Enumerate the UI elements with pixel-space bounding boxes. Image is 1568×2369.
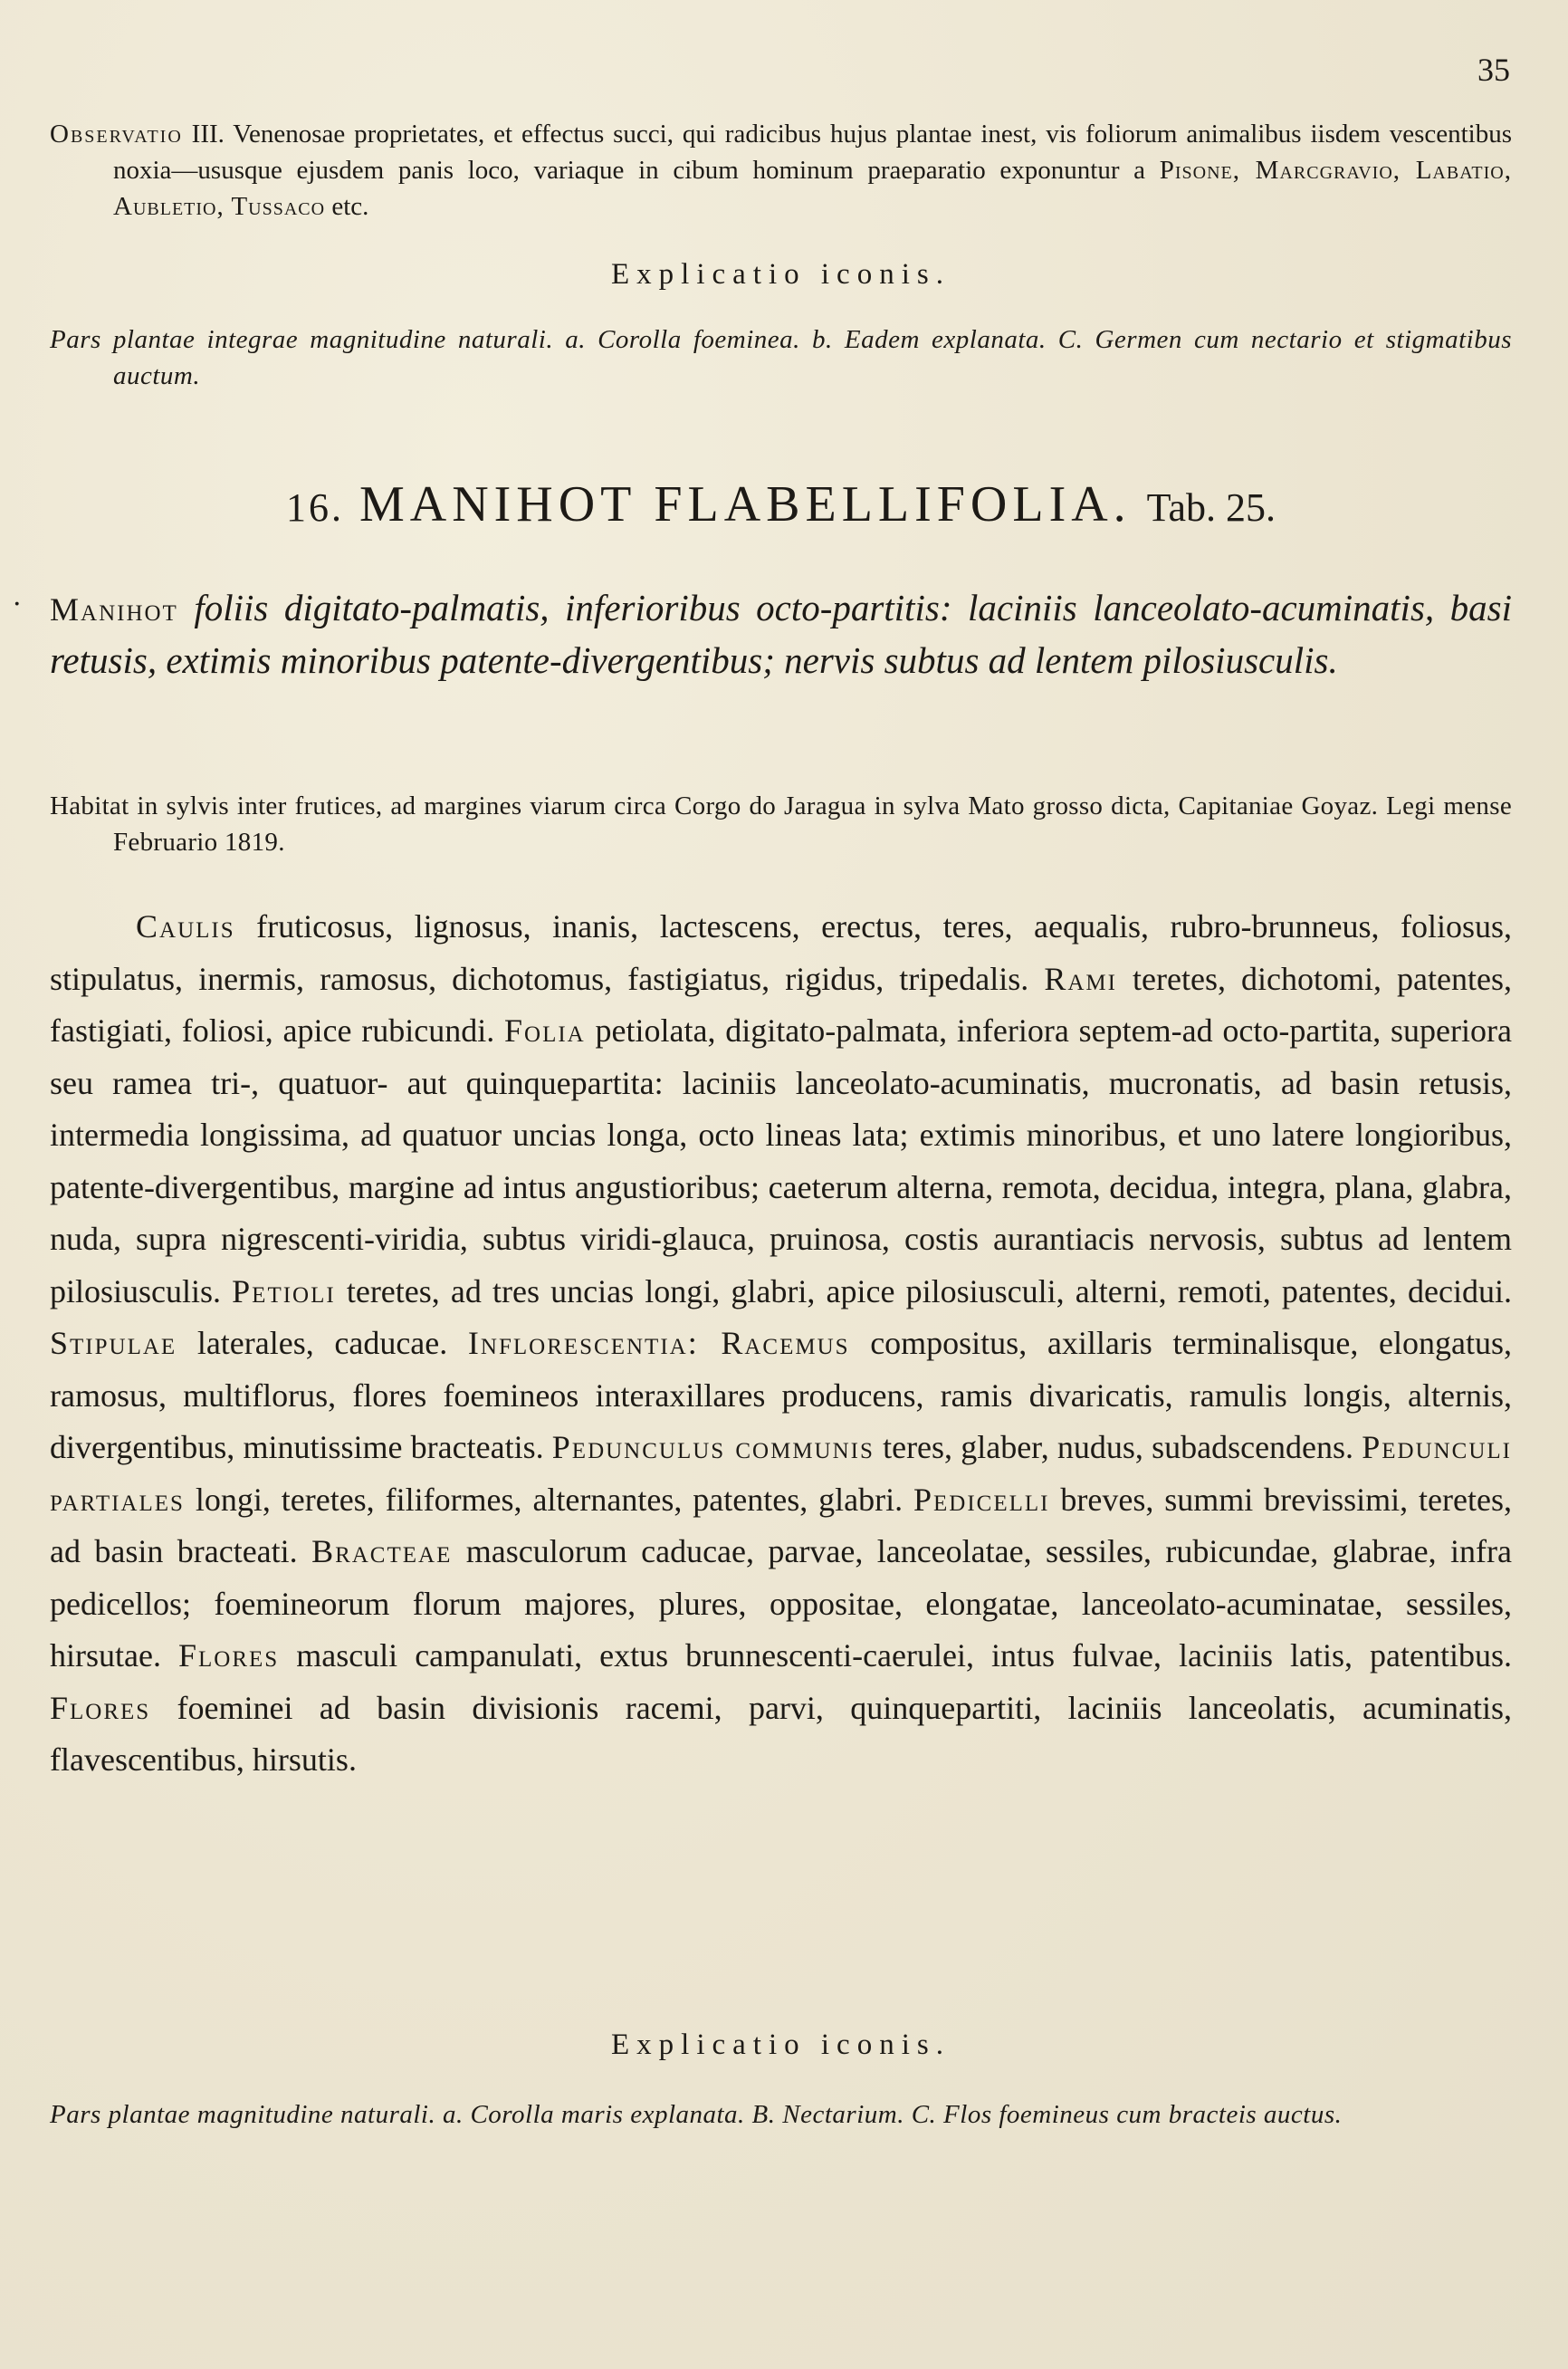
species-number: 16. [285,485,344,530]
observatio-authors: Pisone, Marcgravio, Labatio, Aubletio, Tussaco [113,156,1512,221]
description-term: Folia [504,1012,586,1049]
description-text: foeminei ad basin divisionis racemi, parvi, quinquepartiti, laciniis lanceolatis, acuminatis, flavescentibus, hirsutis. [50,1689,1512,1778]
description-term: Stipulae [50,1325,177,1361]
description-text: breves, summi brevissimi, teretes, ad basin bracteati. [50,1481,1512,1569]
description-text: teretes, dichotomi, patentes, fastigiati, foliosi, apice rubicundi. [50,960,1512,1049]
description-text: petiolata, digitato-palmata, inferiora septem-ad octo-partita, superiora seu ramea tri-, quatuor- aut quinquepartita: laciniis lanceolato-acuminatis, mucronatis, ad basin retusis, intermedia longissima, ad quatuor uncias longa, octo lineas lata; extimis minoribus, et uno latere longioribus, patente-divergentibus, margine ad intus angustioribus; caeterum alterna, remota, decidua, integra, plana, glabra, nuda, supra nigrescenti-viridia, subtus viridi-glauca, pruinosa, costis aurantiacis nervosis, subtus ad lentem pilosiusculis. [50,1012,1512,1309]
description-text: fruticosus, lignosus, inanis, lactescens, erectus, teres, aequalis, rubro-brunneus, foliosus, stipulatus, inermis, ramosus, dichotomus, fastigiatus, rigidus, tripedalis. [50,908,1512,997]
diagnosis-text: foliis digitato-palmatis, inferioribus octo-partitis: laciniis lanceolato-acuminatis, basi retusis, extimis minoribus patente-divergentibus; nervis subtus ad lentem pilosiusculis. [50,587,1512,681]
page-number: 35 [1477,52,1510,88]
observatio-paragraph [50,116,1512,225]
explicatio-heading-1: Explicatio iconis. [611,258,951,291]
observatio-label: Observatio [50,120,183,149]
description-term: Pedunculus communis [551,1429,875,1465]
description [50,901,1512,1787]
explicatio-text-1: Pars plantae integrae magnitudine naturali. a. Corolla foeminea. b. Eadem explanata. C. Germen cum nectario et stigmatibus auctum. [50,325,1512,390]
habitat: Habitat in sylvis inter frutices, ad margines viarum circa Corgo do Jaragua in sylva Mato grosso dicta, Capitaniae Goyaz. Legi mense Februario 1819. [50,791,1512,857]
observatio-tail: etc. [325,192,369,221]
description-term: Inflorescentia: Racemus [467,1325,850,1361]
description-term: Petioli [232,1272,336,1309]
diagnosis [50,582,1512,686]
description-term: Flores [50,1689,151,1726]
description-term: Pedicelli [913,1481,1050,1518]
description-text: compositus, axillaris terminalisque, elongatus, ramosus, multiflorus, flores foemineos interaxillares producens, ramis divaricatis, ramulis longis, alternis, divergentibus, minutissime bracteatis. [50,1325,1512,1465]
description-text: masculi campanulati, extus brunnescenti-caerulei, intus fulvae, laciniis latis, patentibus. [279,1637,1512,1674]
description-term: Flores [177,1637,280,1674]
observatio-number: III. [191,120,225,149]
description-text: teres, glaber, nudus, subadscendens. [874,1429,1362,1465]
description-term: Rami [1044,960,1117,997]
description-text: longi, teretes, filiformes, alternantes, patentes, glabri. [184,1481,913,1518]
species-title [50,475,1512,533]
description-text: teretes, ad tres uncias longi, glabri, apice pilosiusculi, alterni, remoti, patentes, decidui. [335,1272,1512,1309]
margin-bullet: · [13,589,22,620]
description-paragraph [50,901,1512,1787]
description-term: Pedunculi partiales [50,1429,1512,1518]
explicatio-heading-2: Explicatio iconis. [611,2029,951,2061]
species-tab: Tab. 25. [1146,485,1276,530]
diagnosis-genus: Manihot [50,591,178,628]
species-name: MANIHOT FLABELLIFOLIA. [359,476,1132,532]
description-text: masculorum caducae, parvae, lanceolatae, sessiles, rubicundae, glabrae, infra pedicellos; foemineorum florum majores, plures, oppositae, elongatae, lanceolato-acuminatae, sessiles, hirsutae. [50,1533,1512,1674]
observatio-text: Venenosae proprietates, et effectus succi, qui radicibus hujus plantae inest, vis foliorum animalibus iisdem vescentibus noxia—ususque ejusdem panis loco, variaque in cibum hominum praeparatio exponuntur a [113,120,1512,185]
description-term: Caulis [136,908,235,945]
description-term: Bracteae [311,1533,453,1569]
description-text: laterales, caducae. [177,1325,468,1361]
explicatio-text-2: Pars plantae magnitudine naturali. a. Corolla maris explanata. B. Nectarium. C. Flos foemineus cum bracteis auctus. [50,2100,1343,2129]
